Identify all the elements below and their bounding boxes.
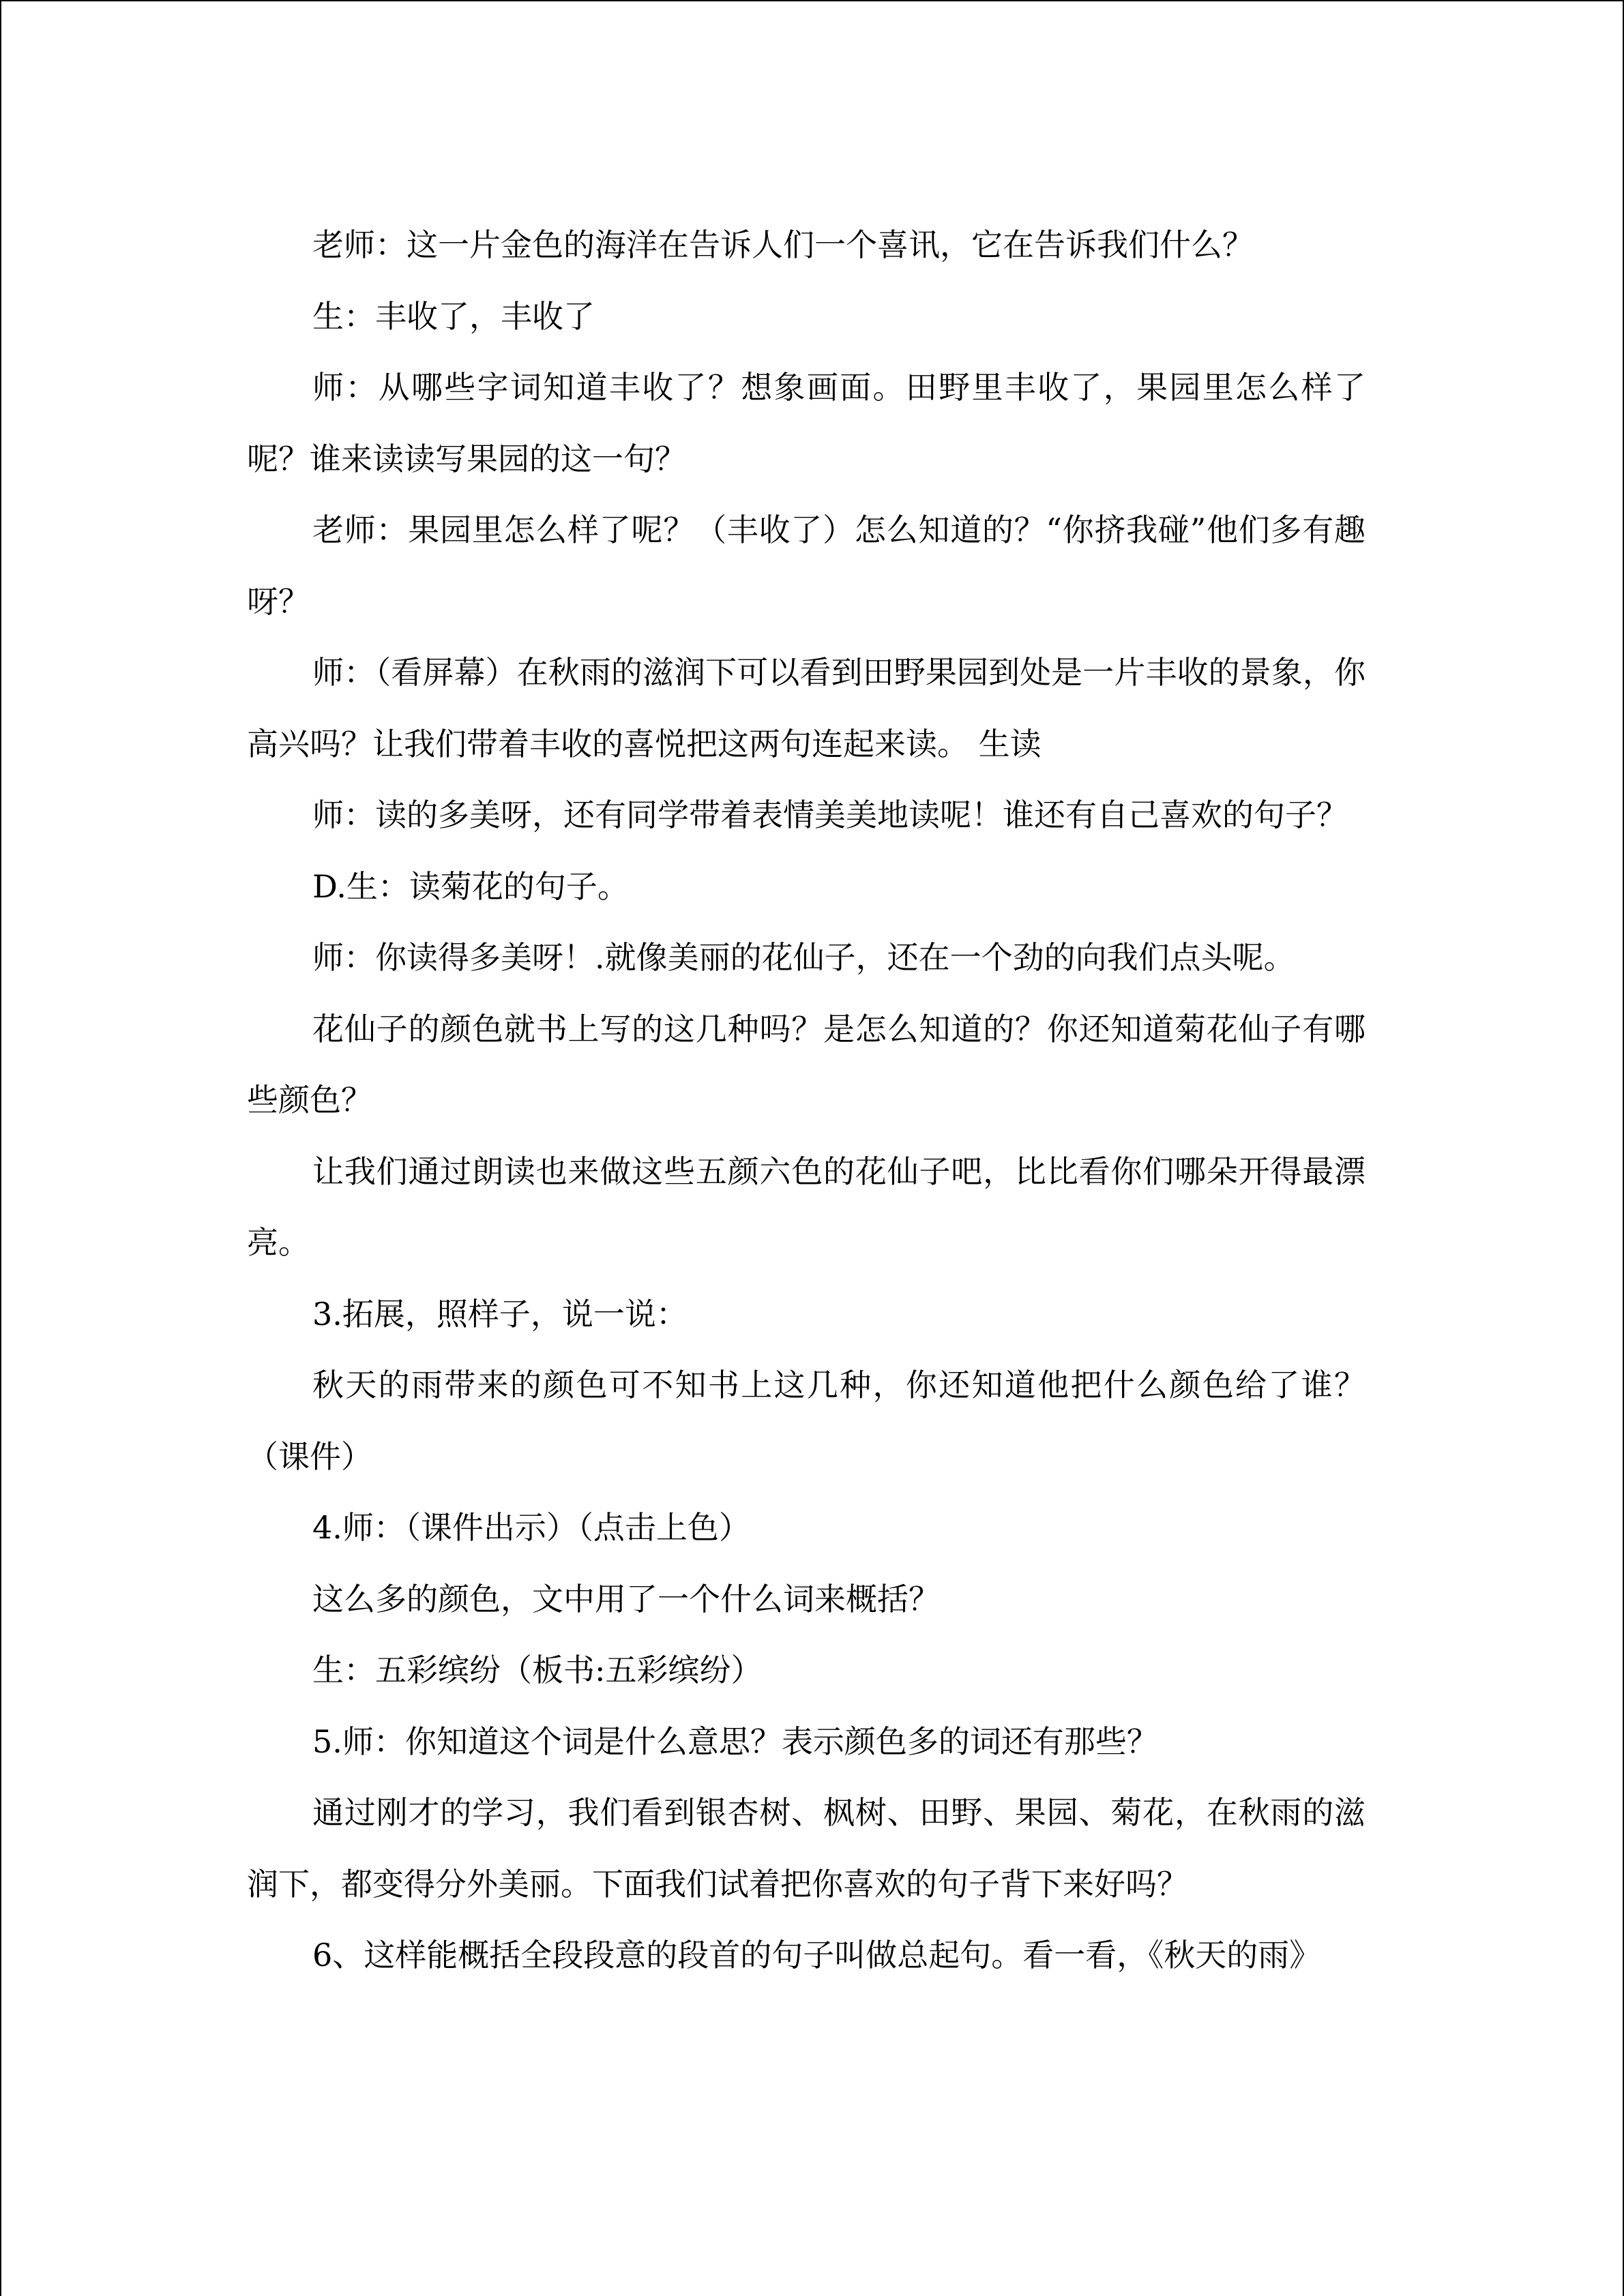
paragraph-16: 5.师：你知道这个词是什么意思？表示颜色多的词还有那些？ [312,1723,1158,1760]
paragraph-13: 4.师：（课件出示）（点击上色） [312,1509,750,1546]
paragraph-8: 师：你读得多美呀！.就像美丽的花仙子，还在一个劲的向我们点头呢。 [312,939,1295,976]
paragraph-1: 老师：这一片金色的海洋在告诉人们一个喜讯，它在告诉我们什么？ [312,226,1254,263]
paragraph-2: 生：丰收了，丰收了 [312,297,595,335]
document-body [247,209,1365,1991]
paragraph-5: 师：（看屏幕）在秋雨的滋润下可以看到田野果园到处是一片丰收的景象，你高兴吗？让我们带着丰收的喜悦把这两句连起来读。 生读 [247,654,1365,762]
paragraph-9: 花仙子的颜色就书上写的这几种吗？是怎么知道的？你还知道菊花仙子有哪些颜色？ [247,1010,1365,1118]
paragraph-15: 生：五彩缤纷（板书:五彩缤纷） [312,1652,763,1688]
paragraph-14: 这么多的颜色，文中用了一个什么词来概括？ [312,1580,940,1617]
paragraph-4: 老师：果园里怎么样了呢？（丰收了）怎么知道的？“你挤我碰”他们多有趣呀？ [247,511,1365,620]
paragraph-7: D.生：读菊花的句子。 [312,867,629,905]
paragraph-3: 师：从哪些字词知道丰收了？想象画面。田野里丰收了，果园里怎么样了呢？谁来读读写果园的这一句？ [247,369,1365,477]
paragraph-10: 让我们通过朗读也来做这些五颜六色的花仙子吧，比比看你们哪朵开得最漂亮。 [247,1152,1365,1261]
paragraph-18: 6、这样能概括全段段意的段首的句子叫做总起句。看一看，《秋天的雨》 [312,1937,1321,1973]
paragraph-6: 师：读的多美呀，还有同学带着表情美美地读呢！谁还有自己喜欢的句子？ [312,796,1348,833]
paragraph-12: 秋天的雨带来的颜色可不知书上这几种，你还知道他把什么颜色给了谁？（课件） [247,1367,1365,1475]
paragraph-17: 通过刚才的学习，我们看到银杏树、枫树、田野、果园、菊花，在秋雨的滋润下，都变得分外美丽。下面我们试着把你喜欢的句子背下来好吗？ [247,1794,1365,1903]
paragraph-11: 3.拓展，照样子，说一说： [312,1295,688,1332]
